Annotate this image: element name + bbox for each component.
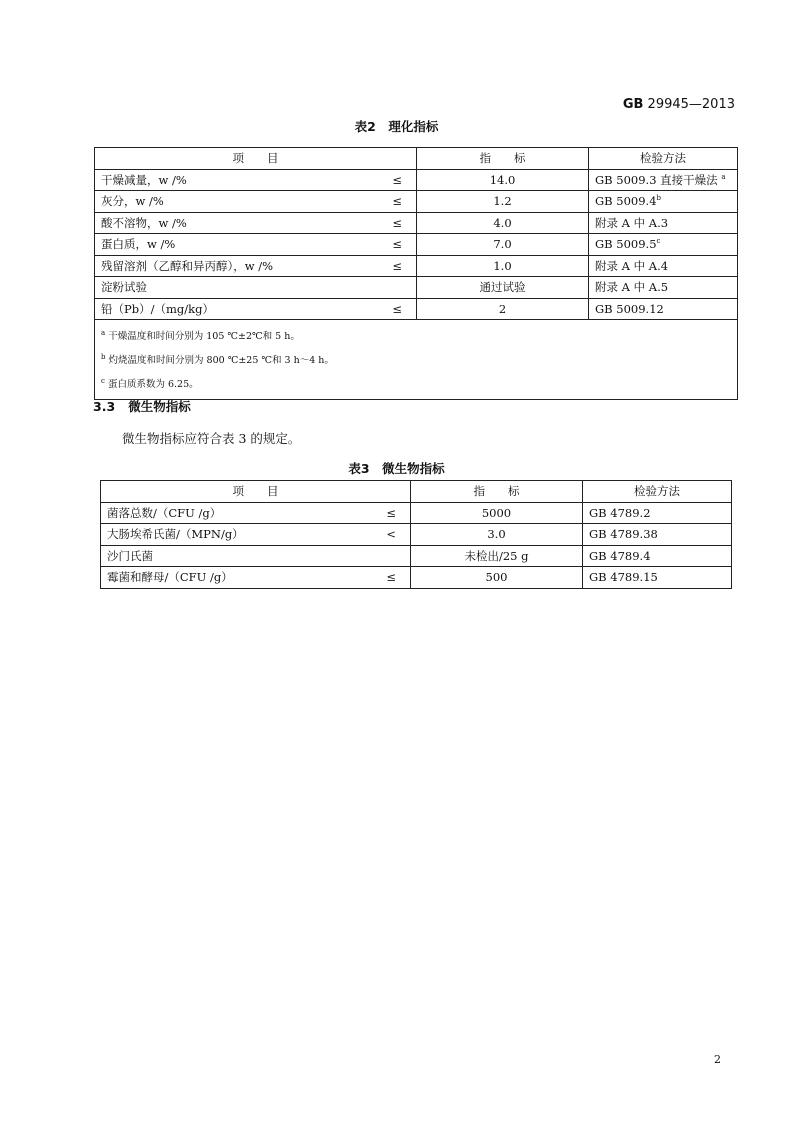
method-text: GB 5009.4 [595, 194, 657, 209]
row-item [95, 212, 417, 234]
operator: ≤ [392, 258, 402, 273]
row-method [589, 169, 738, 191]
footnote-text: 干燥温度和时间分别为 105 ℃±2℃和 5 h。 [108, 331, 300, 343]
item-label: 铅（Pb）/（mg/kg） [101, 301, 214, 316]
operator: ≤ [392, 301, 402, 316]
item-label: 沙门氏菌 [107, 548, 153, 563]
row-value: 7.0 [417, 234, 589, 256]
item-label: 酸不溶物，w /% [101, 215, 187, 230]
row-method [589, 255, 738, 277]
operator: ≤ [392, 194, 402, 209]
header-method: 检验方法 [589, 148, 738, 170]
row-method [589, 277, 738, 299]
standard-prefix: GB [622, 97, 644, 112]
header-value: 指 标 [411, 481, 583, 503]
table-row [95, 255, 738, 277]
row-item [101, 567, 411, 589]
row-item [95, 169, 417, 191]
standard-number [623, 97, 735, 112]
row-method: GB 4789.4 [583, 545, 732, 567]
table-row [101, 502, 732, 524]
item-label: 淀粉试验 [101, 280, 147, 295]
table-row [101, 545, 732, 567]
row-item [95, 298, 417, 320]
method-text: GB 5009.12 [595, 301, 664, 316]
table-row [95, 234, 738, 256]
table-row [101, 567, 732, 589]
item-label: 霉菌和酵母/（CFU /g） [107, 570, 233, 585]
footnote-mark: a [101, 329, 106, 337]
row-method: GB 4789.15 [583, 567, 732, 589]
table-row [95, 277, 738, 299]
row-item [101, 502, 411, 524]
footnotes-cell [95, 320, 738, 400]
row-value: 3.0 [411, 524, 583, 546]
table-row [95, 169, 738, 191]
method-text: 附录 A 中 A.4 [595, 258, 669, 273]
table-row [101, 524, 732, 546]
item-label: 大肠埃希氏菌/（MPN/g） [107, 527, 244, 542]
item-label: 菌落总数/（CFU /g） [107, 505, 222, 520]
method-text: 附录 A 中 A.3 [595, 215, 669, 230]
table-row [95, 191, 738, 213]
operator: ≤ [392, 172, 402, 187]
footnote-mark: c [101, 377, 105, 386]
item-label: 灰分，w /% [101, 194, 164, 209]
table-header-row [101, 481, 732, 503]
table-row [95, 298, 738, 320]
header-item: 项 目 [101, 481, 411, 503]
row-value: 500 [411, 567, 583, 589]
row-item [95, 191, 417, 213]
header-method: 检验方法 [583, 481, 732, 503]
header-item: 项 目 [95, 148, 417, 170]
table2-physicochemical [94, 147, 738, 400]
footnote-c [101, 371, 731, 395]
footnote-a [101, 323, 731, 347]
row-value: 1.0 [417, 255, 589, 277]
row-value: 5000 [411, 502, 583, 524]
item-label: 干燥减量，w /% [101, 172, 187, 187]
table3-microbiological [100, 480, 732, 589]
row-item [95, 277, 417, 299]
operator: ≤ [386, 505, 396, 520]
method-text: GB 5009.5 [595, 237, 657, 252]
section-title: 微生物指标 [128, 399, 191, 414]
standard-code: 29945—2013 [643, 97, 735, 112]
row-value: 4.0 [417, 212, 589, 234]
body-paragraph: 微生物指标应符合表 3 的规定。 [122, 431, 301, 446]
method-text: GB 5009.3 直接干燥法 [595, 172, 718, 187]
footnote-ref: c [656, 237, 661, 246]
table3-caption: 表3 微生物指标 [348, 461, 445, 476]
header-value: 指 标 [417, 148, 589, 170]
footnote-ref: b [656, 194, 662, 203]
table-header-row [95, 148, 738, 170]
section-number: 3.3 [93, 399, 116, 414]
row-value: 2 [417, 298, 589, 320]
row-value: 14.0 [417, 169, 589, 191]
operator: ≤ [386, 570, 396, 585]
footnote-text: 灼烧温度和时间分别为 800 ℃±25 ℃和 3 h～4 h。 [108, 355, 334, 367]
row-value: 通过试验 [417, 277, 589, 299]
row-item [95, 234, 417, 256]
operator: ≤ [392, 215, 402, 230]
row-method [589, 298, 738, 320]
row-method: GB 4789.38 [583, 524, 732, 546]
page-number: 2 [714, 1053, 721, 1066]
footnote-b [101, 347, 731, 371]
footnote-mark: b [101, 353, 106, 362]
operator: ≤ [392, 237, 402, 252]
section-heading [93, 397, 191, 415]
table2-caption: 表2 理化指标 [354, 119, 439, 134]
footnote-text: 蛋白质系数为 6.25。 [107, 379, 199, 391]
row-method [589, 212, 738, 234]
row-value: 1.2 [417, 191, 589, 213]
table-row [95, 212, 738, 234]
item-label: 残留溶剂（乙醇和异丙醇），w /% [101, 258, 274, 273]
row-item [101, 524, 411, 546]
method-text: 附录 A 中 A.5 [595, 280, 669, 295]
row-method [589, 191, 738, 213]
row-method: GB 4789.2 [583, 502, 732, 524]
row-value: 未检出/25 g [411, 545, 583, 567]
item-label: 蛋白质，w /% [101, 237, 176, 252]
table-footnotes [95, 320, 738, 400]
row-item [95, 255, 417, 277]
row-item [101, 545, 411, 567]
footnote-ref: a [721, 172, 726, 181]
operator: < [386, 527, 396, 542]
row-method [589, 234, 738, 256]
